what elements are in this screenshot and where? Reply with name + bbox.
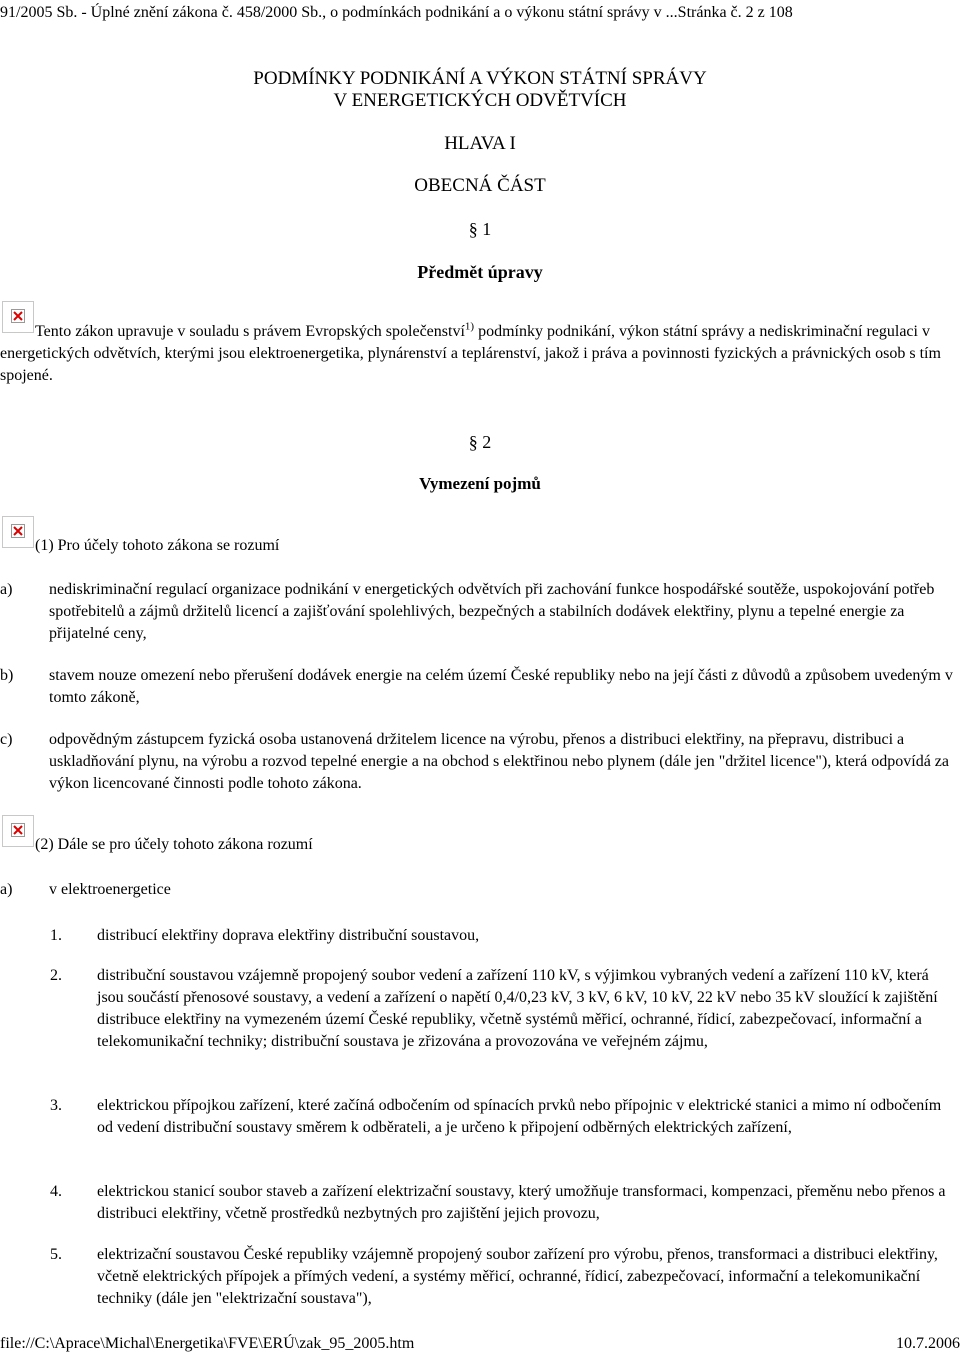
sub-list-number: 2.	[50, 967, 62, 984]
section-1-paragraph	[0, 321, 955, 387]
sub-list-number: 3.	[50, 1097, 62, 1114]
section-1-mark: § 1	[468, 219, 492, 239]
subsection-1-lead: (1) Pro účely tohoto zákona se rozumí	[35, 537, 280, 554]
sub-list-number: 1.	[50, 927, 62, 944]
sub-list-text: distribucí elektřiny doprava elektřiny distribuční soustavou,	[97, 927, 480, 944]
section-2-heading: Vymezení pojmů	[419, 474, 541, 493]
section-1-heading: Předmět úpravy	[417, 262, 543, 282]
document-title-line-2: V ENERGETICKÝCH ODVĚTVÍCH	[333, 90, 627, 111]
hlava-heading: HLAVA I	[444, 133, 516, 154]
sub-list-text: elektrizační soustavou České republiky vzájemně propojený soubor zařízení pro výrobu, přenos, transformaci a distribuci elektřiny, včetně elektrických přípojek a přímých vedení, a systémy měřicí, ochranné, řídicí, zabezpečovací, informační a telekomunikační techniky (dále jen "elektrizační soustava"),	[97, 1246, 938, 1307]
list-marker: c)	[0, 731, 13, 748]
list-item-text: nediskriminační regulací organizace podnikání v energetických odvětvích při zachování funkce hospodářské soutěže, uspokojování potřeb spotřebitelů a zájmů držitelů licencí a zajišťování spolehlivých, bezpečných a stabilních dodávek elektřiny, plynu a tepelné energie za přijatelné ceny,	[49, 581, 935, 642]
section-2-mark: § 2	[468, 432, 492, 452]
broken-image-icon	[2, 815, 34, 847]
subsection-2-lead: (2) Dále se pro účely tohoto zákona rozumí	[35, 836, 313, 853]
section-1-text-before: Tento zákon upravuje v souladu s právem Evropských společenství	[35, 323, 465, 340]
list-marker: b)	[0, 667, 14, 684]
page-header: 91/2005 Sb. - Úplné znění zákona č. 458/2000 Sb., o podmínkách podnikání a o výkonu státní správy v ...Stránka č. 2 z 108	[0, 4, 793, 21]
footnote-ref[interactable]: 1)	[464, 320, 475, 333]
list-item-text: stavem nouze omezení nebo přerušení dodávek energie na celém území České republiky nebo na její části z důvodů a způsobem uvedeným v tomto zákoně,	[49, 667, 953, 706]
list-marker: a)	[0, 581, 13, 598]
sub-list-text: elektrickou stanicí soubor staveb a zařízení elektrizační soustavy, který umožňuje transformaci, kompenzaci, přeměnu nebo přenos a distribuci elektřiny, včetně prostředků nezbytných pro zajištění jejich provozu,	[97, 1183, 946, 1222]
document-title-line-1: PODMÍNKY PODNIKÁNÍ A VÝKON STÁTNÍ SPRÁVY	[253, 68, 707, 89]
footer-file-path: file://C:\Aprace\Michal\Energetika\FVE\ERÚ\zak_95_2005.htm	[0, 1335, 415, 1352]
sub-list-text: elektrickou přípojkou zařízení, které začíná odbočením od spínacích prvků nebo přípojnic v elektrické stanici a mimo ní odbočením od vedení distribuční soustavy směrem k odběrateli, a je určeno k připojení odběrných elektrických zařízení,	[97, 1097, 942, 1136]
list-marker: a)	[0, 881, 13, 898]
sub-list-number: 5.	[50, 1246, 62, 1263]
section-1-text-after: podmínky podnikání, výkon státní správy a nediskriminační regulaci v energetických odvětvích, kterými jsou elektroenergetika, plynárenství a teplárenství, jakož i práva a povinnosti fyzických a právnických osob s tím spojené.	[0, 323, 941, 384]
sub-list-text: distribuční soustavou vzájemně propojený soubor vedení a zařízení 110 kV, s výjimkou vybraných vedení a zařízení 110 kV, která jsou součástí přenosové soustavy, a vedení a zařízení o napětí 0,4/0,23 kV, 3 kV, 6 kV, 10 kV, 22 kV nebo 35 kV sloužící k zajištění distribuce elektřiny na vymezeném území České republiky, včetně systémů měřicí, ochranné, řídicí, zabezpečovací, informační a telekomunikační techniky; distribuční soustava je zřizována a provozována ve veřejném zájmu,	[97, 967, 938, 1050]
list-item-text: v elektroenergetice	[49, 881, 171, 898]
list-item-text: odpovědným zástupcem fyzická osoba ustanovená držitelem licence na výrobu, přenos a distribuci elektřiny, na přepravu, distribuci a uskladňování plynu, na výrobu a rozvod tepelné energie a na obchod s elektřinou nebo plynem (dále jen "držitel licence"), která odpovídá za výkon licencované činnosti podle tohoto zákona.	[49, 731, 950, 792]
broken-image-icon	[2, 516, 34, 548]
part-heading: OBECNÁ ČÁST	[414, 175, 546, 196]
sub-list-number: 4.	[50, 1183, 62, 1200]
footer-date: 10.7.2006	[896, 1335, 960, 1352]
